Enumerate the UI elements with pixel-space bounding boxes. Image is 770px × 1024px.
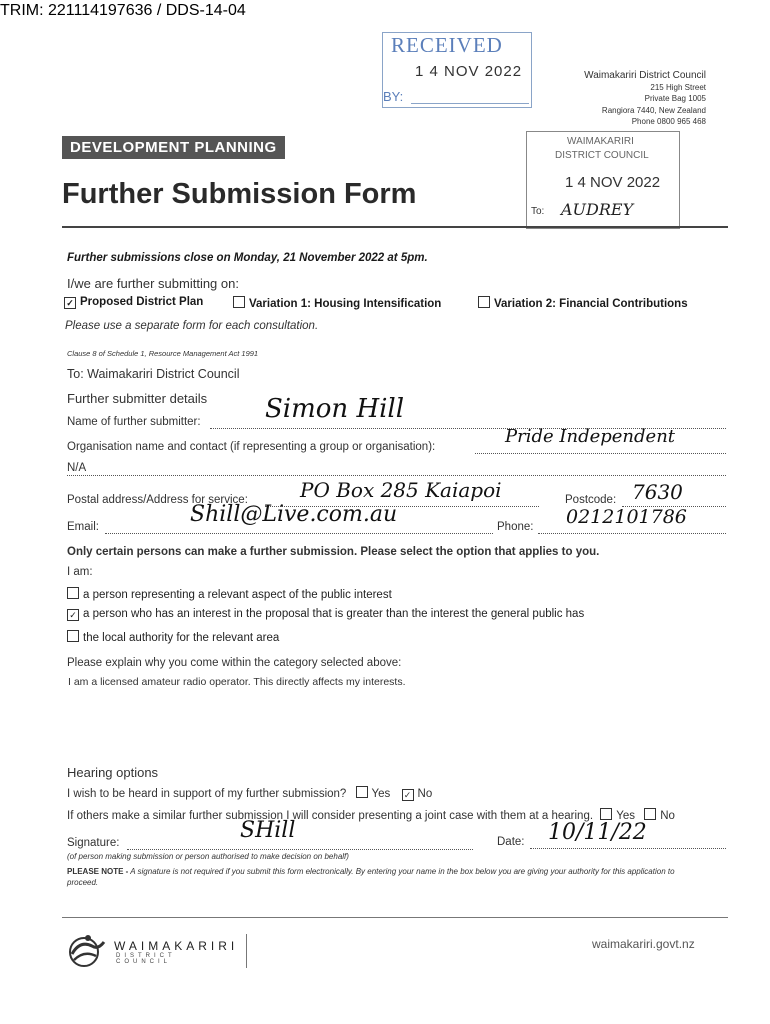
checkbox-icon[interactable] xyxy=(644,808,656,820)
separate-form-note: Please use a separate form for each consultation. xyxy=(65,320,319,332)
name-field[interactable]: Simon Hill xyxy=(265,394,405,424)
yes-label: Yes xyxy=(371,788,391,800)
no-label: No xyxy=(660,810,675,822)
checkbox-icon[interactable] xyxy=(478,296,490,308)
date-field[interactable]: 10/11/22 xyxy=(548,820,647,845)
organisation-line xyxy=(475,453,726,454)
received-by-label: BY: xyxy=(383,89,404,104)
waimakariri-logo-icon xyxy=(68,930,108,970)
checkbox-icon[interactable] xyxy=(67,630,79,642)
signature-label: Signature: xyxy=(67,837,120,849)
eligibility-option-public-interest[interactable] xyxy=(67,587,392,601)
checkbox-icon[interactable] xyxy=(600,808,612,820)
option-variation-1[interactable] xyxy=(233,296,441,310)
option-label: a person who has an interest in the proposal that is greater than the interest the general public has xyxy=(83,608,585,620)
option-proposed-district-plan[interactable] xyxy=(64,296,203,309)
option-variation-2[interactable] xyxy=(478,296,688,310)
stamp-to-value: AUDREY xyxy=(561,200,634,219)
logo-subtitle: DISTRICT COUNCIL xyxy=(116,953,176,965)
email-line xyxy=(105,533,493,534)
organisation-line-2-rule xyxy=(67,475,726,476)
address-line: Private Bag 1005 xyxy=(644,94,706,103)
title-divider xyxy=(62,226,728,228)
hearing-question-1 xyxy=(67,786,432,801)
checkbox-checked-icon[interactable]: ✓ xyxy=(64,297,76,309)
option-label: Variation 2: Financial Contributions xyxy=(494,298,688,310)
council-logo xyxy=(68,930,239,975)
phone-line xyxy=(538,533,726,534)
signature-note: (of person making submission or person authorised to make decision on behalf) xyxy=(67,852,349,861)
received-by-line xyxy=(411,103,529,104)
council-date-stamp xyxy=(526,131,680,229)
organisation-label: Organisation name and contact (if representing a group or organisation): xyxy=(67,441,436,453)
section-banner: DEVELOPMENT PLANNING xyxy=(62,136,285,159)
phone-field[interactable]: 0212101786 xyxy=(566,506,687,528)
submitting-on-label: I/we are further submitting on: xyxy=(67,276,239,291)
organisation-field[interactable]: Pride Independent xyxy=(505,426,676,447)
please-note-title: PLEASE NOTE - xyxy=(67,867,129,876)
date-line xyxy=(530,848,726,849)
postcode-label: Postcode: xyxy=(565,494,617,506)
eligibility-heading: Only certain persons can make a further submission. Please select the option that applies to you. xyxy=(67,546,600,558)
please-note xyxy=(67,866,707,888)
question-text: If others make a similar further submission I will consider presenting a joint case with them at a hearing. xyxy=(67,810,594,822)
footer-divider xyxy=(62,917,728,918)
signature-field[interactable]: SHill xyxy=(240,818,296,843)
received-label: RECEIVED xyxy=(391,33,503,57)
received-stamp xyxy=(382,32,532,108)
addressee: To: Waimakariri District Council xyxy=(67,367,240,381)
postcode-field[interactable]: 7630 xyxy=(632,480,683,504)
council-address-block xyxy=(584,70,706,128)
council-name: Waimakariri District Council xyxy=(584,70,706,81)
checkbox-checked-icon[interactable]: ✓ xyxy=(67,609,79,621)
eligibility-option-greater-interest[interactable] xyxy=(67,608,584,621)
trim-reference: TRIM: 221114197636 / DDS-14-04 xyxy=(0,2,246,19)
question-text: I wish to be heard in support of my further submission? xyxy=(67,788,347,800)
stamp-line-1: WAIMAKARIRI xyxy=(567,136,634,147)
clause-reference: Clause 8 of Schedule 1, Resource Management Act 1991 xyxy=(67,349,259,358)
stamp-to-label: To: xyxy=(531,206,545,217)
received-date: 1 4 NOV 2022 xyxy=(415,63,523,80)
council-phone: Phone 0800 965 468 xyxy=(631,117,706,126)
logo-wordmark: WAIMAKARIRI xyxy=(114,939,239,953)
name-label: Name of further submitter: xyxy=(67,416,201,428)
please-note-text: A signature is not required if you submit this form electronically. By entering your name in the box below you are giving your authority for this application to proceed. xyxy=(67,867,675,887)
submitter-details-heading: Further submitter details xyxy=(67,391,208,406)
organisation-line-2: N/A xyxy=(67,462,87,474)
option-label: the local authority for the relevant area xyxy=(83,632,280,644)
checkbox-checked-icon[interactable]: ✓ xyxy=(402,789,414,801)
email-field[interactable]: Shill@Live.com.au xyxy=(190,502,398,527)
address-line: 215 High Street xyxy=(650,82,706,92)
hearing-options-heading: Hearing options xyxy=(67,765,159,780)
signature-line xyxy=(127,849,473,850)
postal-address-field[interactable]: PO Box 285 Kaiapoi xyxy=(300,478,502,502)
website-link[interactable]: waimakariri.govt.nz xyxy=(592,937,695,951)
page-title: Further Submission Form xyxy=(62,178,417,210)
stamp-date: 1 4 NOV 2022 xyxy=(565,174,661,191)
address-line: Rangiora 7440, New Zealand xyxy=(601,105,706,115)
email-label: Email: xyxy=(67,521,99,533)
logo-divider xyxy=(246,934,247,968)
explain-field[interactable]: I am a licensed amateur radio operator. This directly affects my interests. xyxy=(68,676,406,688)
eligibility-option-local-authority[interactable] xyxy=(67,630,279,644)
checkbox-icon[interactable] xyxy=(233,296,245,308)
date-label: Date: xyxy=(497,836,525,848)
closing-notice: Further submissions close on Monday, 21 November 2022 at 5pm. xyxy=(67,252,428,264)
stamp-line-2: DISTRICT COUNCIL xyxy=(555,150,649,161)
phone-label: Phone: xyxy=(497,521,534,533)
checkbox-icon[interactable] xyxy=(356,786,368,798)
option-label: a person representing a relevant aspect of the public interest xyxy=(83,589,392,601)
explain-label: Please explain why you come within the category selected above: xyxy=(67,657,402,669)
postal-address-label: Postal address/Address for service: xyxy=(67,494,248,506)
checkbox-icon[interactable] xyxy=(67,587,79,599)
i-am-label: I am: xyxy=(67,566,93,578)
option-label: Proposed District Plan xyxy=(80,296,204,308)
no-label: No xyxy=(417,788,433,800)
yes-label: Yes xyxy=(616,810,636,822)
option-label: Variation 1: Housing Intensification xyxy=(249,298,442,310)
